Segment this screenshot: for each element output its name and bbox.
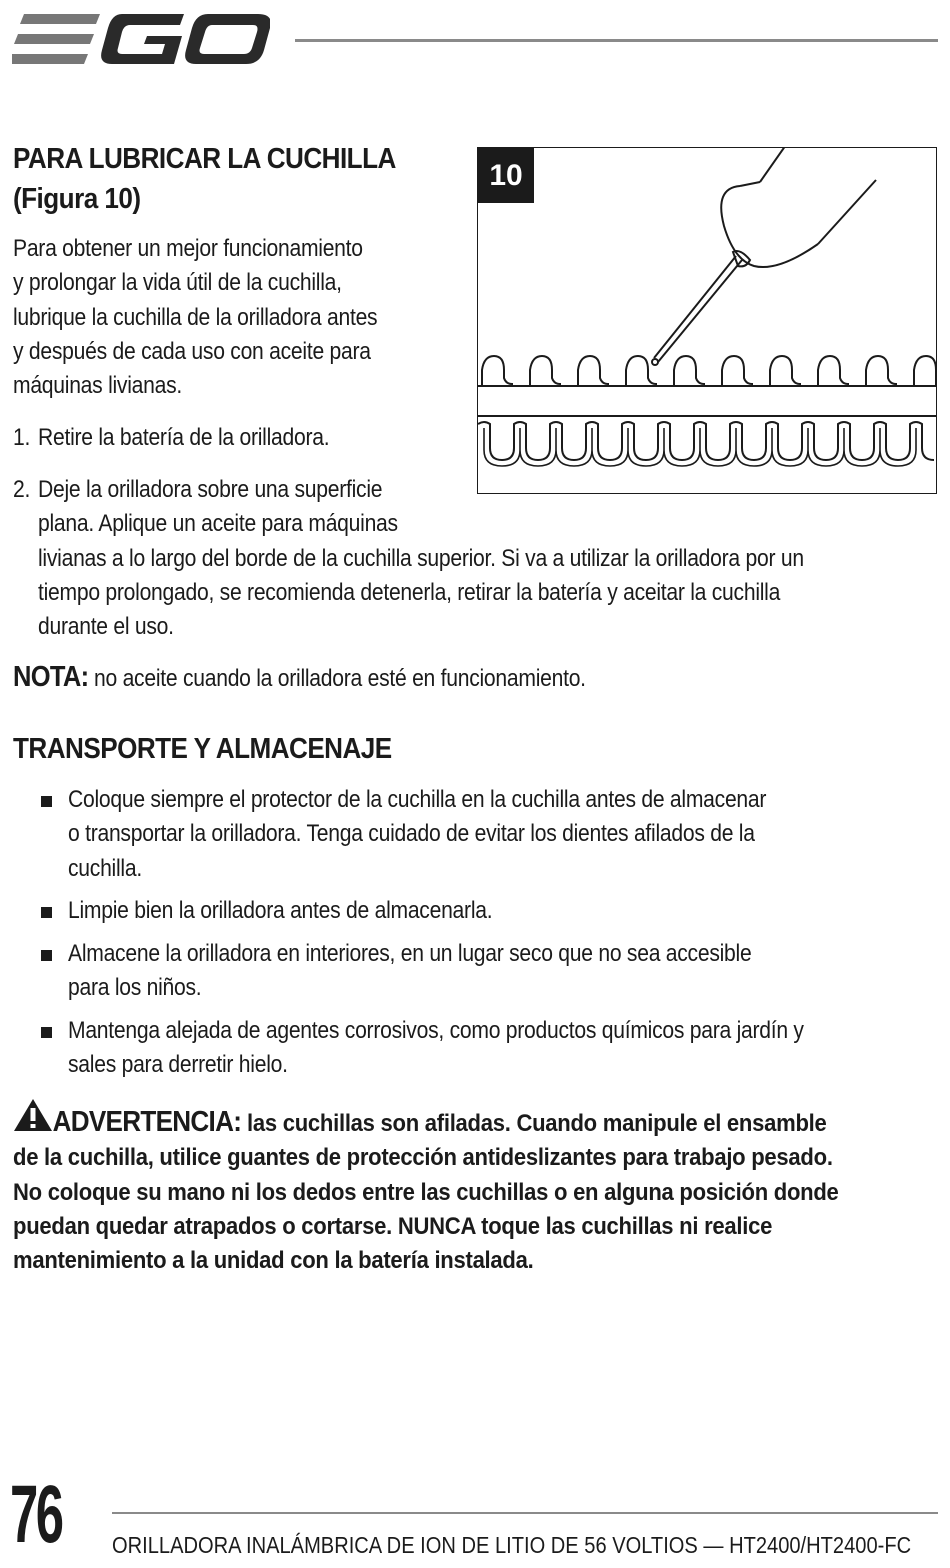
warning-text: las cuchillas son afiladas. Cuando manipule el ensamble (247, 1110, 827, 1137)
list-item (68, 1014, 950, 1083)
blade-oiling-illustration (478, 148, 937, 494)
note-text: no aceite cuando la orilladora esté en funcionamiento. (94, 665, 586, 692)
bullet-square-icon (41, 950, 52, 961)
warning-text: puedan quedar atrapados o cortarse. NUNCA toque las cuchillas ni realice (13, 1212, 773, 1240)
bullet-square-icon (41, 1027, 52, 1038)
warning-text: mantenimiento a la unidad con la batería instalada. (13, 1247, 534, 1275)
intro-paragraph (13, 232, 533, 403)
section-title: PARA LUBRICAR LA CUCHILLA (13, 143, 396, 175)
text-line: tiempo prolongado, se recomienda detenerla, retirar la batería y aceitar la cuchilla (38, 578, 781, 606)
note-label: NOTA: (13, 661, 89, 693)
section-title: TRANSPORTE Y ALMACENAJE (13, 733, 392, 765)
text-line: Almacene la orilladora en interiores, en un lugar seco que no sea accesible (68, 940, 752, 967)
figure-10 (477, 147, 937, 494)
page-number: 76 (10, 1469, 62, 1560)
list-item (68, 894, 950, 928)
warning-block (13, 1105, 895, 1278)
section-title-figure-ref: (Figura 10) (13, 183, 141, 215)
list-item (68, 937, 950, 1006)
text-line: Coloque siempre el protector de la cuchilla en la cuchilla antes de almacenar (68, 786, 767, 813)
bullet-square-icon (41, 796, 52, 807)
text-line: lubrique la cuchilla de la orilladora antes (13, 303, 378, 331)
text-line: cuchilla. (68, 854, 142, 882)
list-item (68, 783, 950, 886)
text-line: Para obtener un mejor funcionamiento (13, 235, 363, 262)
text-line: y prolongar la vida útil de la cuchilla, (13, 269, 342, 297)
text-line: y después de cada uso con aceite para (13, 337, 371, 365)
text-line: o transportar la orilladora. Tenga cuidado de evitar los dientes afilados de la (68, 820, 755, 848)
footer-rule (112, 1512, 938, 1514)
text-line: plana. Aplique un aceite para máquinas (38, 510, 398, 538)
step-text: Retire la batería de la orilladora. (38, 424, 330, 451)
step-number: 1. (13, 424, 31, 451)
text-line: sales para derretir hielo. (68, 1051, 288, 1079)
ego-logo (12, 10, 270, 68)
section-lubricate (13, 139, 458, 219)
warning-label: ADVERTENCIA: (52, 1106, 242, 1138)
bullet-square-icon (41, 907, 52, 918)
text-line: Mantenga alejada de agentes corrosivos, como productos químicos para jardín y (68, 1017, 804, 1044)
figure-number: 10 (478, 148, 534, 203)
text-line: durante el uso. (38, 613, 174, 641)
text-line: Limpie bien la orilladora antes de almacenarla. (68, 897, 493, 924)
step-number: 2. (13, 476, 31, 503)
header-rule (295, 39, 938, 42)
text-line: Deje la orilladora sobre una superficie (38, 476, 383, 503)
text-line: livianas a lo largo del borde de la cuchilla superior. Si va a utilizar la orilladora por un (38, 544, 804, 572)
text-line: máquinas livianas. (13, 372, 183, 400)
note (13, 660, 913, 696)
step-text (38, 473, 950, 644)
warning-text: No coloque su mano ni los dedos entre las cuchillas o en alguna posición donde (13, 1178, 839, 1206)
footer-title: ORILLADORA INALÁMBRICA DE ION DE LITIO DE 56 VOLTIOS — HT2400/HT2400-FC (112, 1532, 912, 1558)
warning-text: de la cuchilla, utilice guantes de protección antideslizantes para trabajo pesado. (13, 1144, 833, 1172)
section-transport (13, 729, 434, 769)
text-line: para los niños. (68, 974, 202, 1002)
